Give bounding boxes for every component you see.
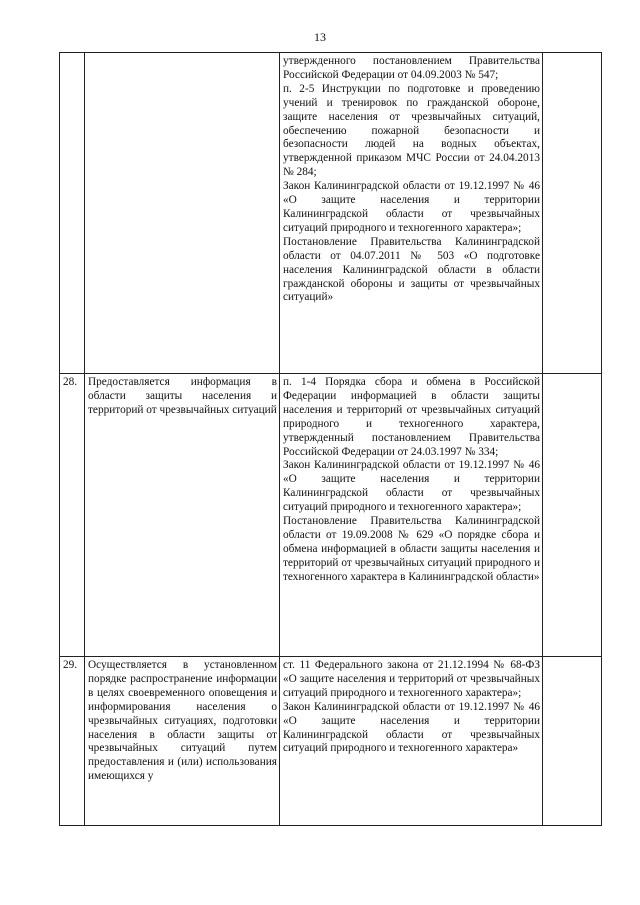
legal-basis-cell <box>280 53 543 374</box>
row-number: 29. <box>60 657 85 826</box>
requirements-table <box>59 52 602 826</box>
legal-basis-paragraph: Закон Калининградской области от 19.12.1997 № 46 «О защите населения и территории Калининградской области от чрезвычайных ситуаций природного и техногенного характера» <box>283 700 540 755</box>
table-row <box>60 374 602 657</box>
legal-basis-paragraph: ст. 11 Федерального закона от 21.12.1994 № 68-ФЗ «О защите населения и территорий от чрезвычайных ситуаций природного и техногенного характера»; <box>283 659 540 699</box>
page-number: 13 <box>314 30 326 44</box>
legal-basis-paragraph: Постановление Правительства Калининградской области от 19.09.2008 № 629 «О порядке сбора и обмена информацией в области защиты населения и территорий от чрезвычайных ситуаций природного и техногенного характера в Калининградской области» <box>283 515 540 583</box>
requirement-text <box>85 53 280 374</box>
row-number: 28. <box>60 374 85 657</box>
row-number <box>60 53 85 374</box>
legal-basis-paragraph: Закон Калининградской области от 19.12.1997 № 46 «О защите населения и территории Калининградской области от чрезвычайных ситуаций природного и техногенного характера»; <box>283 459 540 514</box>
table-row <box>60 53 602 374</box>
table-row <box>60 657 602 826</box>
note-cell <box>543 53 602 374</box>
legal-basis-cell <box>280 657 543 826</box>
legal-basis-paragraph: Постановление Правительства Калининградской области от 04.07.2011 № 503 «О подготовке населения Калининградской области в области гражданской обороны и защиты от чрезвычайных ситуаций» <box>283 235 540 304</box>
legal-basis-cell <box>280 374 543 657</box>
legal-basis-paragraph: Закон Калининградской области от 19.12.1997 № 46 «О защите населения и территории Калининградской области от чрезвычайных ситуаций природного и техногенного характера»; <box>283 180 540 234</box>
legal-basis-paragraph: утвержденного постановлением Правительства Российской Федерации от 04.09.2003 № 547; <box>283 55 540 81</box>
requirement-text: Осуществляется в установленном порядке распространение информации в целях своевременного оповещения и информирования населения о чрезвычайных ситуациях, подготовки населения в области защиты от чрезвычайных ситуаций путем предоставления и (или) использования имеющихся у <box>85 657 280 826</box>
legal-basis-paragraph: п. 1-4 Порядка сбора и обмена в Российской Федерации информацией в области защиты населения и территорий от чрезвычайных ситуаций природного и техногенного характера, утвержденный постановлением Правительства Российской Федерации от 24.03.1997 № 334; <box>283 376 540 458</box>
legal-basis-paragraph: п. 2-5 Инструкции по подготовке и проведению учений и тренировок по гражданской обороне, защите населения от чрезвычайных ситуаций, обеспечению пожарной безопасности и безопасности людей на водных объектах, утвержденной приказом МЧС России от 24.04.2013 № 284; <box>283 82 540 179</box>
note-cell <box>543 657 602 826</box>
note-cell <box>543 374 602 657</box>
requirement-text: Предоставляется информация в области защиты населения и территорий от чрезвычайных ситуаций <box>85 374 280 657</box>
